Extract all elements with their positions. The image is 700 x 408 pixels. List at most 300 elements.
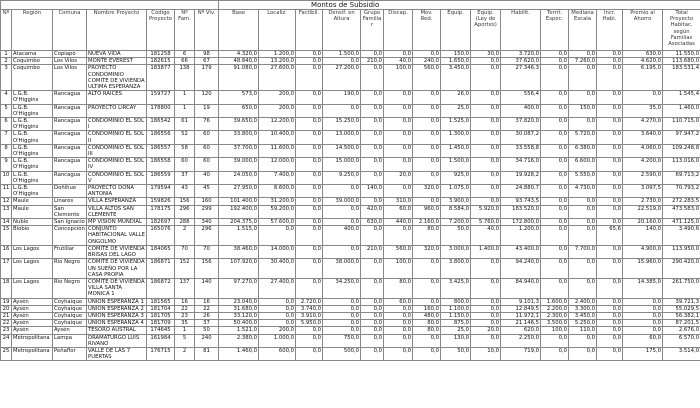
table-cell: 101.400,0 (219, 198, 259, 205)
table-cell: 288 (175, 219, 195, 226)
table-cell: 0,0 (541, 144, 569, 157)
table-row (1, 58, 700, 65)
table-cell: 31.680,0 (219, 305, 259, 312)
table-cell: 3.800,0 (441, 259, 471, 279)
table-cell: 0,0 (323, 104, 361, 117)
table-cell: 66 (175, 58, 195, 65)
table-cell: 0,0 (541, 171, 569, 184)
table-cell: 0,0 (384, 185, 413, 198)
table-cell: 0,0 (323, 312, 361, 319)
table-cell: 186872 (147, 278, 175, 298)
table-cell: L.G.B. O'Higgins (12, 158, 53, 171)
table-cell: 1.100,0 (441, 305, 471, 312)
table-cell: 186558 (147, 158, 175, 171)
table-cell: 30,0 (471, 51, 501, 58)
table-cell: 0,0 (296, 198, 323, 205)
table-cell: 0,0 (471, 334, 501, 347)
table-cell: 65,6 (597, 226, 623, 246)
table-cell: 33.558,8 (501, 144, 541, 157)
table-cell: 420,0 (361, 205, 384, 218)
table-cell: 0,0 (569, 65, 597, 91)
table-cell: 0,0 (569, 259, 597, 279)
table-cell: 110.715,0 (663, 118, 700, 131)
table-cell: CONDOMINIO EL SOL V (87, 171, 147, 184)
table-cell: 38.460,0 (219, 245, 259, 258)
table-cell: 0,0 (384, 118, 413, 131)
column-header-row (1, 10, 700, 51)
table-cell: 100,0 (384, 65, 413, 91)
table-cell: 34.716,0 (501, 158, 541, 171)
table-cell: 39.000,0 (323, 198, 361, 205)
table-cell: Peñaflor (53, 347, 87, 360)
table-cell: 1.525,0 (441, 118, 471, 131)
table-cell: 39.000,0 (219, 158, 259, 171)
table-cell: 0,0 (361, 198, 384, 205)
table-cell: 50,0 (441, 226, 471, 246)
table-cell: Doñihue (53, 185, 87, 198)
table-cell: VALLE DE LAS 7 PUERTAS (87, 347, 147, 360)
table-cell: 0,0 (597, 65, 623, 91)
table-cell: 0,0 (471, 185, 501, 198)
table-cell: 0,0 (296, 91, 323, 104)
table-cell: 0,0 (569, 118, 597, 131)
table-cell: 210,0 (361, 245, 384, 258)
table-cell: 181705 (147, 312, 175, 319)
table-cell: 5.720,0 (569, 131, 597, 144)
table-cell: L.G.B. O'Higgins (12, 185, 53, 198)
column-header: Localiz. (259, 10, 296, 51)
table-cell: 0,0 (597, 198, 623, 205)
table-cell: 40,0 (384, 58, 413, 65)
table-row (1, 144, 700, 157)
table-cell: PROYECTO DOÑA ANTONIA (87, 185, 147, 198)
table-cell: 0,0 (361, 131, 384, 144)
table-cell: 60,0 (384, 205, 413, 218)
table-cell: 0,0 (597, 205, 623, 218)
table-cell: 181709 (147, 320, 175, 327)
table-cell: CONDOMINIO EL SOL III (87, 144, 147, 157)
table-cell: 6.195,0 (623, 65, 663, 91)
table-cell: 0,0 (541, 198, 569, 205)
table-cell: 9 (1, 158, 12, 171)
table-cell: COMITE DE VIVIENDA BRISAS DEL LAGO (88, 245, 145, 259)
table-cell: 130,0 (441, 334, 471, 347)
table-cell: 140,0 (361, 185, 384, 198)
table-cell: 4.320,0 (219, 51, 259, 58)
table-cell: 320,0 (413, 185, 441, 198)
table-cell: 0,0 (361, 347, 384, 360)
table-cell: 0,0 (471, 305, 501, 312)
table-cell: 0,0 (296, 347, 323, 360)
table-cell: UNION ESPERANZA 1 (87, 298, 147, 305)
table-cell: 1.515,0 (219, 226, 259, 246)
table-cell: 12.200,0 (259, 118, 296, 131)
table-cell: 0,0 (413, 118, 441, 131)
table-cell: 91.080,0 (219, 65, 259, 91)
table-cell: Rancagua (53, 104, 87, 117)
table-cell: 10.400,0 (259, 131, 296, 144)
table-cell: 0,0 (413, 198, 441, 205)
table-cell: 14.000,0 (259, 245, 296, 258)
table-cell: 107.920,0 (219, 259, 259, 279)
table-cell: 97.270,0 (219, 278, 259, 298)
table-cell: 620,0 (501, 327, 541, 334)
table-cell: 0,0 (471, 104, 501, 117)
table-cell: 440,0 (384, 219, 413, 226)
table-cell: 0,0 (597, 305, 623, 312)
table-cell: 0,0 (296, 185, 323, 198)
table-cell: 0,0 (569, 347, 597, 360)
table-cell: 113.950,0 (663, 245, 700, 258)
table-cell: UNION ESPERANZA 2 (87, 305, 147, 312)
table-cell: 0,0 (323, 219, 361, 226)
table-cell: 0,0 (323, 205, 361, 218)
table-cell: 0,0 (597, 158, 623, 171)
column-header: Mediana Escala (569, 10, 597, 51)
table-cell: 290.420,0 (663, 259, 700, 279)
table-cell: 0,0 (296, 245, 323, 258)
column-header: Habilit. (501, 10, 541, 51)
table-row (1, 158, 700, 171)
table-cell: CONDOMINIO EL SOL IV (87, 158, 147, 171)
table-cell: L.G.B. O'Higgins (12, 91, 53, 104)
table-cell: 22 (1, 320, 12, 327)
table-cell: 2.400,0 (569, 298, 597, 305)
table-cell: 1.460,0 (219, 347, 259, 360)
table-cell: CONJUNTO HABITACIONAL VALLE ONGOLMO (88, 226, 145, 245)
table-cell: 0,0 (361, 278, 384, 298)
table-cell: 69.713,2 (663, 171, 700, 184)
table-cell: 59.200,0 (259, 205, 296, 218)
table-cell: 0,0 (413, 158, 441, 171)
table-cell: 76 (195, 118, 219, 131)
table-cell: 925,0 (441, 171, 471, 184)
table-cell: 7.200,0 (441, 219, 471, 226)
table-cell: 2.380,0 (219, 334, 259, 347)
table-cell: 15.960,0 (623, 259, 663, 279)
table-cell: Coquimbo (12, 65, 53, 91)
table-cell: 19 (1, 298, 12, 305)
table-cell: 0,0 (361, 226, 384, 246)
table-cell: 13.000,0 (323, 131, 361, 144)
table-cell: 320,0 (413, 245, 441, 258)
table-cell: 200,0 (259, 327, 296, 334)
table-cell: 0,0 (361, 91, 384, 104)
table-cell: 22.519,0 (623, 205, 663, 218)
table-cell: 0,0 (296, 259, 323, 279)
table-cell: 0,0 (623, 320, 663, 327)
table-cell: 2 (1, 58, 12, 65)
table-cell: 20,0 (384, 171, 413, 184)
table-cell: ALTO RAICES (87, 91, 147, 104)
table-cell: Maule (12, 198, 53, 205)
group-header-row (1, 1, 700, 10)
table-cell: L.G.B. O'Higgins (12, 118, 53, 131)
table-cell: 7.400,0 (259, 171, 296, 184)
table-cell: 176715 (147, 347, 175, 360)
table-cell: 156 (195, 259, 219, 279)
table-cell: 81 (195, 347, 219, 360)
table-cell: 20,0 (471, 327, 501, 334)
table-cell: 0,0 (541, 104, 569, 117)
table-cell: 0,0 (569, 205, 597, 218)
table-cell: 400,0 (501, 104, 541, 117)
table-cell: 0,0 (471, 65, 501, 91)
table-cell: 0,0 (541, 259, 569, 279)
table-cell: 172.800,0 (501, 219, 541, 226)
table-cell: DRAMATURGO LUIS RIVANO (87, 334, 147, 347)
table-cell: 175,0 (623, 347, 663, 360)
table-row (1, 334, 700, 347)
table-cell: 0,0 (597, 347, 623, 360)
table-cell: 35 (175, 320, 195, 327)
table-cell: 174645 (147, 327, 175, 334)
table-cell: 33.120,0 (219, 312, 259, 319)
table-cell: 70 (195, 245, 219, 258)
table-cell: NUEVA VIDA (87, 51, 147, 58)
table-cell: 0,0 (597, 312, 623, 319)
table-cell: 272.283,5 (663, 198, 700, 205)
table-cell: 0,0 (323, 320, 361, 327)
table-cell: 5.760,0 (471, 219, 501, 226)
table-cell: 27.950,0 (219, 185, 259, 198)
table-cell: 0,0 (384, 51, 413, 58)
table-cell: 600,0 (259, 347, 296, 360)
column-header: Densif. en Altura (323, 10, 361, 51)
table-cell: 560,0 (413, 65, 441, 91)
table-cell: 0,0 (471, 118, 501, 131)
table-row (1, 171, 700, 184)
table-cell: MP VISIÓN MUNDIAL (87, 219, 147, 226)
table-cell: 2.250,0 (501, 334, 541, 347)
table-cell: 0,0 (597, 320, 623, 327)
table-cell: Coyhaique (53, 320, 87, 327)
table-cell: 5.920,0 (471, 205, 501, 218)
table-cell: Los Lagos (12, 278, 53, 298)
table-cell: 204.375,0 (219, 219, 259, 226)
table-cell: 160 (195, 198, 219, 205)
table-cell: 573,0 (219, 91, 259, 104)
table-cell: 0,0 (413, 171, 441, 184)
table-cell: 183877 (147, 65, 175, 91)
table-cell: 120 (195, 91, 219, 104)
table-cell: 6.570,0 (663, 334, 700, 347)
table-cell: 0,0 (541, 118, 569, 131)
table-cell: 60,0 (623, 334, 663, 347)
table-cell: 94.240,0 (501, 259, 541, 279)
table-cell: 26 (195, 312, 219, 319)
table-cell: COMITE DE VIVIENDA UN SUEÑO POR LA CASA PROPIA (88, 259, 145, 278)
table-cell: 3.500,0 (541, 320, 569, 327)
table-cell: 3.300,0 (569, 305, 597, 312)
table-cell: 11.972,1 (501, 312, 541, 319)
table-cell: 3.097,5 (623, 185, 663, 198)
table-cell: 2.720,0 (296, 298, 323, 305)
table-cell: PROYECTO LIRCAY (87, 104, 147, 117)
table-cell: 0,0 (361, 65, 384, 91)
table-cell: 186557 (147, 144, 175, 157)
table-cell: 1.400,0 (471, 245, 501, 258)
table-cell: 56.382,1 (663, 312, 700, 319)
table-cell: Aysén (12, 298, 53, 305)
table-cell: 19.928,2 (501, 171, 541, 184)
table-cell: 8.600,0 (259, 185, 296, 198)
table-cell: 0,0 (569, 198, 597, 205)
table-cell: 3.000,0 (441, 245, 471, 258)
table-cell: 10 (1, 171, 12, 184)
table-cell: 0,0 (384, 347, 413, 360)
table-cell: 800,0 (441, 298, 471, 305)
table-cell: 2.730,0 (623, 198, 663, 205)
table-cell: 0,0 (541, 158, 569, 171)
table-cell: Los Lagos (12, 259, 53, 279)
table-cell: 0,0 (296, 104, 323, 117)
table-cell: 0,0 (361, 104, 384, 117)
table-cell: 18 (1, 278, 12, 298)
table-cell: 0,0 (541, 185, 569, 198)
table-cell: 100,0 (384, 259, 413, 279)
table-cell: 37.620,0 (501, 58, 541, 65)
column-header: Nº Viv. (195, 10, 219, 51)
table-cell: 0,0 (541, 51, 569, 58)
table-cell: 0,0 (384, 91, 413, 104)
table-cell: 70 (175, 245, 195, 258)
table-row (1, 320, 700, 327)
table-cell: Linares (53, 198, 87, 205)
table-cell: 210,0 (361, 58, 384, 65)
table-cell: 50 (195, 327, 219, 334)
table-cell: Aysén (12, 305, 53, 312)
table-cell: 140 (195, 278, 219, 298)
table-cell: VILLA ALTOS SAN CLEMENTE (87, 205, 147, 218)
table-cell: 299 (195, 205, 219, 218)
table-cell: 5.550,0 (569, 171, 597, 184)
table-cell: 186542 (147, 118, 175, 131)
table-cell: 0,0 (541, 278, 569, 298)
table-cell: 0,0 (361, 158, 384, 171)
table-cell: 2.590,0 (623, 171, 663, 184)
table-cell: 0,0 (384, 104, 413, 117)
table-cell: 161984 (147, 334, 175, 347)
table-cell: 0,0 (384, 312, 413, 319)
table-cell: 16 (195, 298, 219, 305)
table-cell: 61 (175, 118, 195, 131)
table-row (1, 205, 700, 218)
table-row (1, 298, 700, 305)
table-cell: 113.016,0 (663, 158, 700, 171)
table-cell: 27.200,0 (323, 65, 361, 91)
table-cell: 0,0 (541, 245, 569, 258)
table-cell: 4.730,0 (569, 185, 597, 198)
table-cell: Ñuble (12, 219, 53, 226)
table-cell: 0,0 (323, 58, 361, 65)
table-cell: 3.514,0 (663, 347, 700, 360)
table-cell: 1.500,0 (323, 51, 361, 58)
table-row (1, 65, 700, 91)
table-cell: 113.680,0 (663, 58, 700, 65)
column-header: Total Proyecto Habitac. según Familias Asociadas (663, 10, 700, 51)
table-cell: 97.947,2 (663, 131, 700, 144)
table-cell: 0,0 (384, 131, 413, 144)
table-cell: 11 (1, 185, 12, 198)
table-cell: Maule (12, 205, 53, 218)
table-cell: 0,0 (361, 259, 384, 279)
table-cell: 80,0 (413, 327, 441, 334)
table-cell: L.G.B. O'Higgins (12, 144, 53, 157)
table-cell: 0,0 (361, 327, 384, 334)
table-cell: 2 (175, 226, 195, 246)
table-cell: 2 (175, 347, 195, 360)
table-cell: 0,0 (361, 118, 384, 131)
table-cell: 0,0 (413, 259, 441, 279)
table-cell: 1.150,0 (441, 312, 471, 319)
column-header: Base (219, 10, 259, 51)
table-cell: 60 (195, 144, 219, 157)
table-cell: 39.721,3 (663, 298, 700, 305)
table-cell: 0,0 (597, 245, 623, 258)
table-cell: 11.550,0 (663, 51, 700, 58)
table-cell: Frutillar (53, 245, 87, 258)
table-cell: 4.060,0 (623, 144, 663, 157)
table-cell: 0,0 (296, 118, 323, 131)
table-cell: 0,0 (597, 144, 623, 157)
table-cell: 181258 (147, 51, 175, 58)
table-cell: 1.500,0 (441, 158, 471, 171)
table-cell: 560,0 (384, 245, 413, 258)
table-cell: 0,0 (361, 334, 384, 347)
table-cell: Metropolitana (12, 334, 53, 347)
table-cell: 0,0 (323, 185, 361, 198)
table-cell: 3.640,0 (623, 131, 663, 144)
table-cell: 8.584,0 (441, 205, 471, 218)
table-cell: 0,0 (471, 158, 501, 171)
table-cell: 0,0 (569, 334, 597, 347)
blank-header-cell (1, 1, 219, 10)
table-cell: 21 (1, 312, 12, 319)
table-row (1, 278, 700, 298)
table-cell: 16 (175, 298, 195, 305)
table-cell: Los Lagos (12, 245, 53, 258)
table-cell: Biobío (12, 226, 53, 246)
table-cell: 0,0 (541, 131, 569, 144)
table-cell: 150,0 (441, 51, 471, 58)
table-cell: 3.450,0 (441, 65, 471, 91)
table-cell: 5 (1, 104, 12, 117)
table-cell: 0,0 (413, 51, 441, 58)
table-cell: 0,0 (259, 226, 296, 246)
table-cell: Rancagua (53, 158, 87, 171)
table-cell: 12 (1, 198, 12, 205)
table-cell: 43 (175, 185, 195, 198)
table-cell: 181565 (147, 298, 175, 305)
table-cell: UNION ESPERANZA 3 (87, 312, 147, 319)
table-cell: 3.490,6 (663, 226, 700, 246)
table-cell: 19 (195, 104, 219, 117)
table-cell: Los Vilos (53, 65, 87, 91)
table-cell: 60,0 (384, 298, 413, 305)
table-cell: 9.250,0 (323, 171, 361, 184)
table-cell: 0,0 (296, 171, 323, 184)
table-cell: 0,0 (384, 320, 413, 327)
table-cell: 60 (195, 131, 219, 144)
table-cell: 0,0 (597, 91, 623, 104)
column-header: Nombre Proyecto (87, 10, 147, 51)
table-cell: 0,0 (413, 104, 441, 117)
table-cell: 0,0 (259, 298, 296, 305)
column-header: Territ. Espec. (541, 10, 569, 51)
table-cell: 3 (1, 65, 12, 91)
table-cell: 181704 (147, 305, 175, 312)
